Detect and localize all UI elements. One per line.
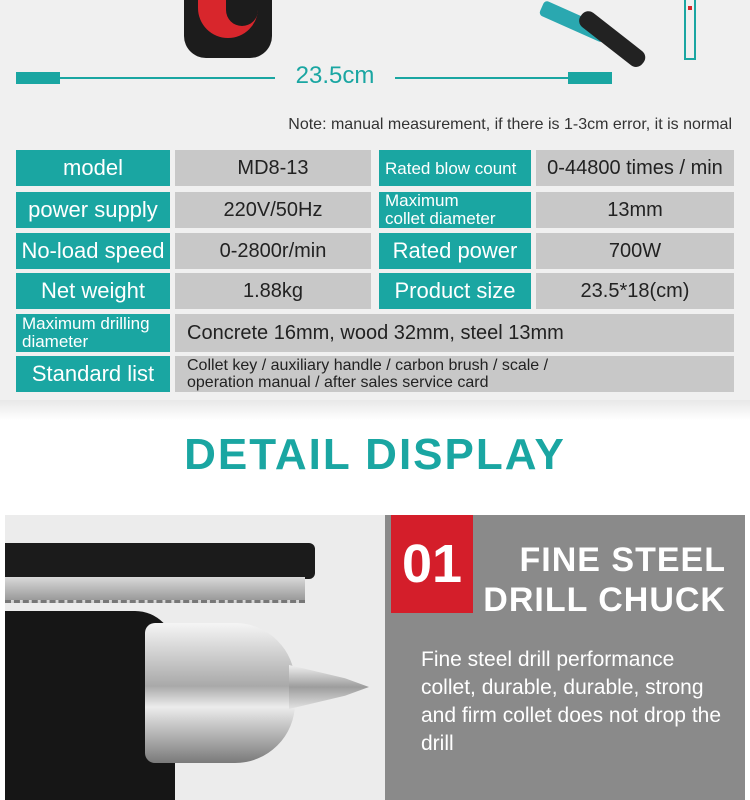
feature-description: Fine steel drill performance collet, durable, durable, strong and firm collet does not drop the drill — [421, 648, 722, 755]
drill-handle-image — [184, 0, 272, 58]
feature-title-line2: DRILL CHUCK — [483, 581, 726, 619]
spec-value-max-collet: 13mm — [536, 192, 734, 228]
feature-title — [483, 540, 726, 620]
spec-value-standard-list-line2: operation manual / after sales service card — [187, 374, 489, 391]
spec-label-standard-list: Standard list — [16, 356, 170, 392]
section-divider — [0, 400, 750, 420]
spec-label-max-drilling-line2: diameter — [22, 332, 89, 351]
spec-value-product-size: 23.5*18(cm) — [536, 273, 734, 309]
spec-value-model: MD8-13 — [175, 150, 371, 186]
spec-label-max-collet-line1: Maximum — [385, 191, 459, 210]
collet-tip-image — [289, 665, 369, 709]
spec-label-no-load-speed: No-load speed — [16, 233, 170, 269]
spec-label-max-collet — [379, 192, 531, 228]
spec-label-max-collet-line2: collet diameter — [385, 209, 496, 228]
feature-number-badge: 01 — [391, 515, 473, 613]
detail-display-heading: DETAIL DISPLAY — [184, 430, 566, 479]
drill-side-handle-image — [545, 0, 665, 60]
height-marker — [684, 0, 696, 60]
spec-value-rated-blow-count: 0-44800 times / min — [536, 150, 734, 186]
spec-label-max-drilling — [16, 314, 170, 352]
drill-chuck-photo — [5, 515, 385, 800]
spec-value-rated-power: 700W — [536, 233, 734, 269]
spec-value-net-weight: 1.88kg — [175, 273, 371, 309]
spec-value-no-load-speed: 0-2800r/min — [175, 233, 371, 269]
spec-value-standard-list — [175, 356, 734, 392]
dimension-label: 23.5cm — [295, 62, 375, 89]
spec-label-max-drilling-line1: Maximum drilling — [22, 314, 150, 333]
spec-label-product-size: Product size — [379, 273, 531, 309]
feature-title-line1: FINE STEEL — [519, 541, 726, 579]
drill-grip-red — [198, 0, 258, 38]
spec-label-model: model — [16, 150, 170, 186]
chuck-image — [145, 623, 295, 763]
spec-label-rated-blow-count: Rated blow count — [379, 150, 531, 186]
spec-label-rated-power: Rated power — [379, 233, 531, 269]
spec-value-power-supply: 220V/50Hz — [175, 192, 371, 228]
spec-value-max-drilling: Concrete 16mm, wood 32mm, steel 13mm — [175, 314, 734, 352]
measurement-note: Note: manual measurement, if there is 1-3cm error, it is normal — [288, 116, 732, 133]
spec-label-power-supply: power supply — [16, 192, 170, 228]
spec-label-net-weight: Net weight — [16, 273, 170, 309]
spec-value-standard-list-line1: Collet key / auxiliary handle / carbon brush / scale / — [187, 357, 549, 374]
